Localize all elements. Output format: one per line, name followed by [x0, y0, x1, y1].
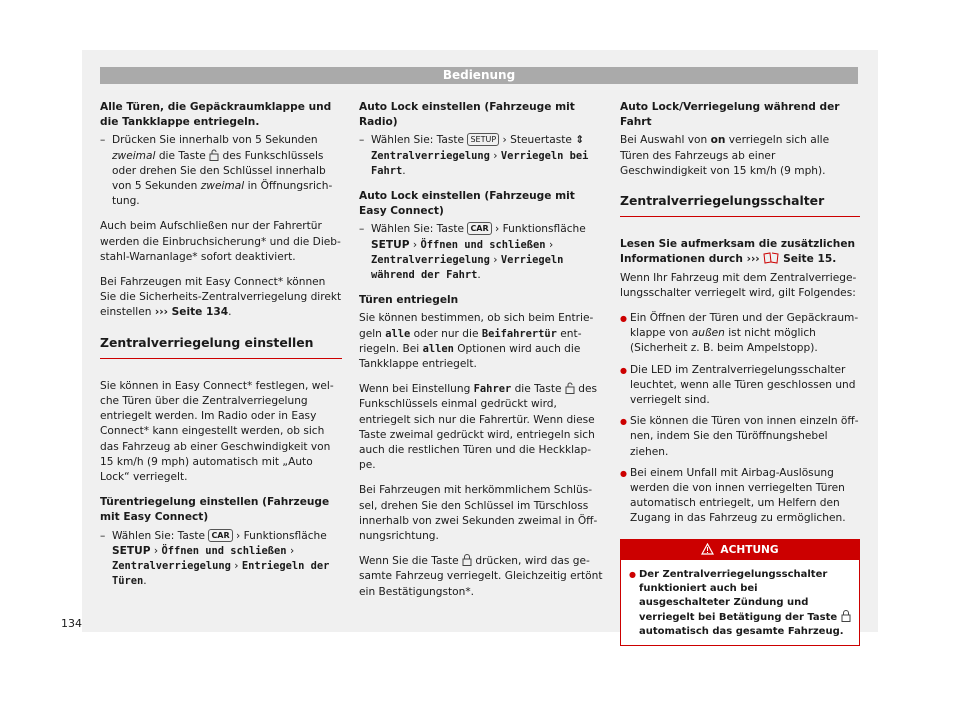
bullet-led: ● Die LED im Zentralverriegelungsschalter leuchtet, wenn alle Türen geschlossen und verriegelt sind. — [620, 363, 860, 409]
heading-unlock-doors: Türen entriegeln — [359, 294, 459, 307]
menu-open-close: Öffnen und schließen — [161, 544, 287, 557]
text: › Funktionsfläche — [491, 223, 586, 236]
emphasis: zweimal — [112, 149, 156, 162]
text: die Taste — [511, 383, 565, 396]
page-header: Bedienung — [100, 67, 858, 84]
text: . — [228, 306, 232, 319]
option-driver: Fahrer — [473, 383, 512, 396]
column-3 — [620, 100, 860, 646]
warning-header — [621, 540, 859, 560]
heading-auto-lock-easy-connect: Auto Lock einstellen (Fahrzeuge mit Easy Connect) — [359, 190, 575, 218]
warning-icon — [701, 543, 714, 555]
text: die Taste — [155, 149, 210, 162]
text: Sie können bestimmen, ob sich beim Entriegeln — [359, 312, 594, 340]
unlock-icon — [209, 149, 219, 161]
page-link[interactable]: ››› Seite 134 — [154, 306, 229, 319]
text: verriegeln sich alle Türen des Fahrzeugs ab einer Geschwindigkeit von 15 km/h (9 mph). — [620, 134, 830, 177]
heading-auto-lock-radio: Auto Lock einstellen (Fahrzeuge mit Radio) — [359, 101, 575, 129]
paragraph-auto-lock-on — [620, 133, 860, 179]
car-key-icon: CAR — [208, 529, 232, 542]
text: Wenn bei Einstellung — [359, 383, 474, 396]
option-passenger-door: Beifahrertür — [481, 327, 557, 340]
step-auto-lock-radio: – Wählen Sie: Taste SETUP › Steuertaste ⇕ Zentralverriegelung › Verriegeln bei Fahrt. — [359, 133, 603, 179]
text: . — [402, 164, 406, 177]
menu-lock-while-driving: Verriegeln bei Fahrt — [371, 149, 589, 177]
column-1 — [100, 100, 342, 599]
text: Bei Fahrzeugen mit Easy Connect* können Sie die Sicherheits-Zentralverriegelung direkt einstellen — [100, 276, 342, 319]
text: Wählen Sie: Taste — [371, 134, 468, 147]
warning-bullet — [629, 568, 851, 639]
step-door-unlock: – Wählen Sie: Taste CAR › Funktionsfläche SETUP › Öffnen und schließen › Zentralverriegelung › Entriegeln der Türen. — [100, 529, 342, 590]
text: des Funkschlüssels oder drehen Sie den Schlüssel innerhalb von 5 Sekunden — [112, 149, 326, 193]
intro-read-carefully — [620, 237, 860, 267]
bullet-outside-open — [620, 311, 860, 357]
text: Der Zentralverriegelungsschalter funktioniert auch bei ausgeschalteter Zündung und verriegelt bei Betätigung der Taste — [639, 568, 841, 623]
text: › Funktionsfläche — [232, 529, 327, 542]
heading-auto-lock-driving: Auto Lock/Verriegelung während der Fahrt — [620, 101, 840, 129]
text: Wenn Sie die Taste — [359, 555, 463, 568]
text: Ein Öffnen der Türen und der Gepäckraumklappe von — [630, 312, 859, 340]
menu-lock-during-drive: Verriegeln während der Fahrt — [371, 253, 564, 282]
paragraph-easy-connect — [100, 275, 342, 321]
paragraph-conventional-key: Bei Fahrzeugen mit herkömmlichem Schlüssel, drehen Sie den Schlüssel im Türschloss innerhalb von zwei Sekunden zweimal in Öffnungsrichtung. — [359, 484, 598, 543]
warning-body — [621, 560, 859, 645]
bullet-inside-open: ● Sie können die Türen von innen einzeln öffnen, indem Sie den Türöffnungshebel ziehen. — [620, 414, 860, 460]
warning-title: ACHTUNG — [720, 543, 779, 556]
menu-setup: SETUP — [112, 544, 151, 557]
updown-arrow-icon: ⇕ — [575, 134, 585, 147]
text: Wählen Sie: Taste — [371, 223, 468, 236]
text: › Steuertaste — [499, 134, 576, 147]
car-key-icon: CAR — [467, 222, 491, 235]
text: entriegeln. Bei — [359, 327, 582, 355]
step-unlock-all — [100, 133, 342, 209]
option-all-2: allen — [422, 342, 454, 355]
setup-key-icon: SETUP — [467, 133, 499, 146]
text: Bei Auswahl von — [620, 134, 711, 147]
text: drücken, wird das gesamte Fahrzeug verriegelt. Gleichzeitig ertönt ein Bestätigungston*. — [359, 555, 603, 598]
column-2 — [359, 100, 603, 610]
menu-unlock-doors: Entriegeln der Türen — [112, 560, 330, 588]
menu-setup: SETUP — [371, 238, 410, 251]
paragraph-driver-setting — [359, 382, 603, 473]
paragraph-alarm: Auch beim Aufschließen nur der Fahrertür werden die Einbruchsicherung* und die Diebstahl-Warnanlage* sofort deaktiviert. — [100, 220, 341, 263]
paragraph-lock-key — [359, 554, 603, 600]
lock-icon — [462, 554, 472, 566]
text: ist nicht möglich (Sicherheit z. B. beim Ampelstopp). — [630, 327, 818, 355]
paragraph-switch: Wenn Ihr Fahrzeug mit dem Zentralverriegelungsschalter verriegelt wird, gilt Folgendes: — [620, 271, 857, 299]
text: Optionen wird auch die Tankklappe entriegelt. — [359, 342, 581, 371]
section-title-central-locking-switch: Zentralverriegelungsschalter — [620, 193, 860, 217]
text: Lesen Sie aufmerksam die zusätzlichen Informationen durch — [620, 238, 856, 266]
page-number: 134 — [61, 617, 82, 630]
page-link[interactable]: Seite 15 — [779, 253, 833, 266]
heading-unlock-all: Alle Türen, die Gepäckraumklappe und die Tankklappe entriegeln. — [100, 101, 332, 129]
text: automatisch das gesamte Fahrzeug. — [639, 625, 844, 637]
text: Drücken Sie innerhalb von 5 Sekunden — [112, 134, 318, 147]
option-on: on — [710, 134, 726, 147]
emphasis: zweimal — [200, 180, 245, 193]
text: . — [477, 269, 481, 282]
ref-arrows[interactable]: ››› — [746, 253, 760, 266]
text: . — [832, 253, 837, 266]
menu-open-close: Öffnen und schließen — [420, 238, 546, 251]
menu-central-locking: Zentralverriegelung — [371, 253, 490, 266]
unlock-icon — [565, 382, 575, 394]
bullet-accident: ● Bei einem Unfall mit Airbag-Auslösung werden die von innen verriegelten Türen automatisch entriegelt, um Helfern den Zugang in das Fahrzeug zu ermöglichen. — [620, 466, 860, 527]
menu-central-locking: Zentralverriegelung — [112, 560, 231, 573]
text: . — [143, 575, 147, 588]
section-title-central-locking: Zentralverriegelung einstellen — [100, 335, 342, 359]
step-auto-lock-easy-connect: – Wählen Sie: Taste CAR › Funktionsfläche SETUP › Öffnen und schließen › Zentralverriegelung › Verriegeln während der Fahrt. — [359, 222, 603, 283]
warning-box — [620, 539, 860, 646]
menu-central-locking: Zentralverriegelung — [371, 149, 490, 162]
emphasis: außen — [691, 327, 725, 340]
book-icon — [763, 252, 779, 264]
heading-door-unlock: Türentriegelung einstellen (Fahrzeuge mit Easy Connect) — [100, 496, 330, 524]
paragraph-auto-lock: Sie können in Easy Connect* festlegen, welche Türen über die Zentralverriegelung entriegelt werden. Im Radio oder in Easy Connect* kann eingestellt werden, ob sich das Fahrzeug ab einer Geschwindigkeit von 15 km/h (9 mph) automatisch mit „Auto Lock“ verriegelt. — [100, 379, 334, 484]
text: oder nur die — [410, 327, 482, 340]
paragraph-unlock-options — [359, 311, 603, 372]
text: in Öffnungsrichtung. — [112, 180, 333, 208]
option-all: alle — [385, 327, 411, 340]
text: Wählen Sie: Taste — [112, 529, 209, 542]
lock-icon — [841, 610, 851, 622]
text: des Funkschlüssels einmal gedrückt wird, entriegelt sich nur die Fahrertür. Wenn diese Taste zweimal gedrückt wird, entriegeln sich auch die restlichen Türen und die Heckklappe. — [359, 383, 598, 472]
